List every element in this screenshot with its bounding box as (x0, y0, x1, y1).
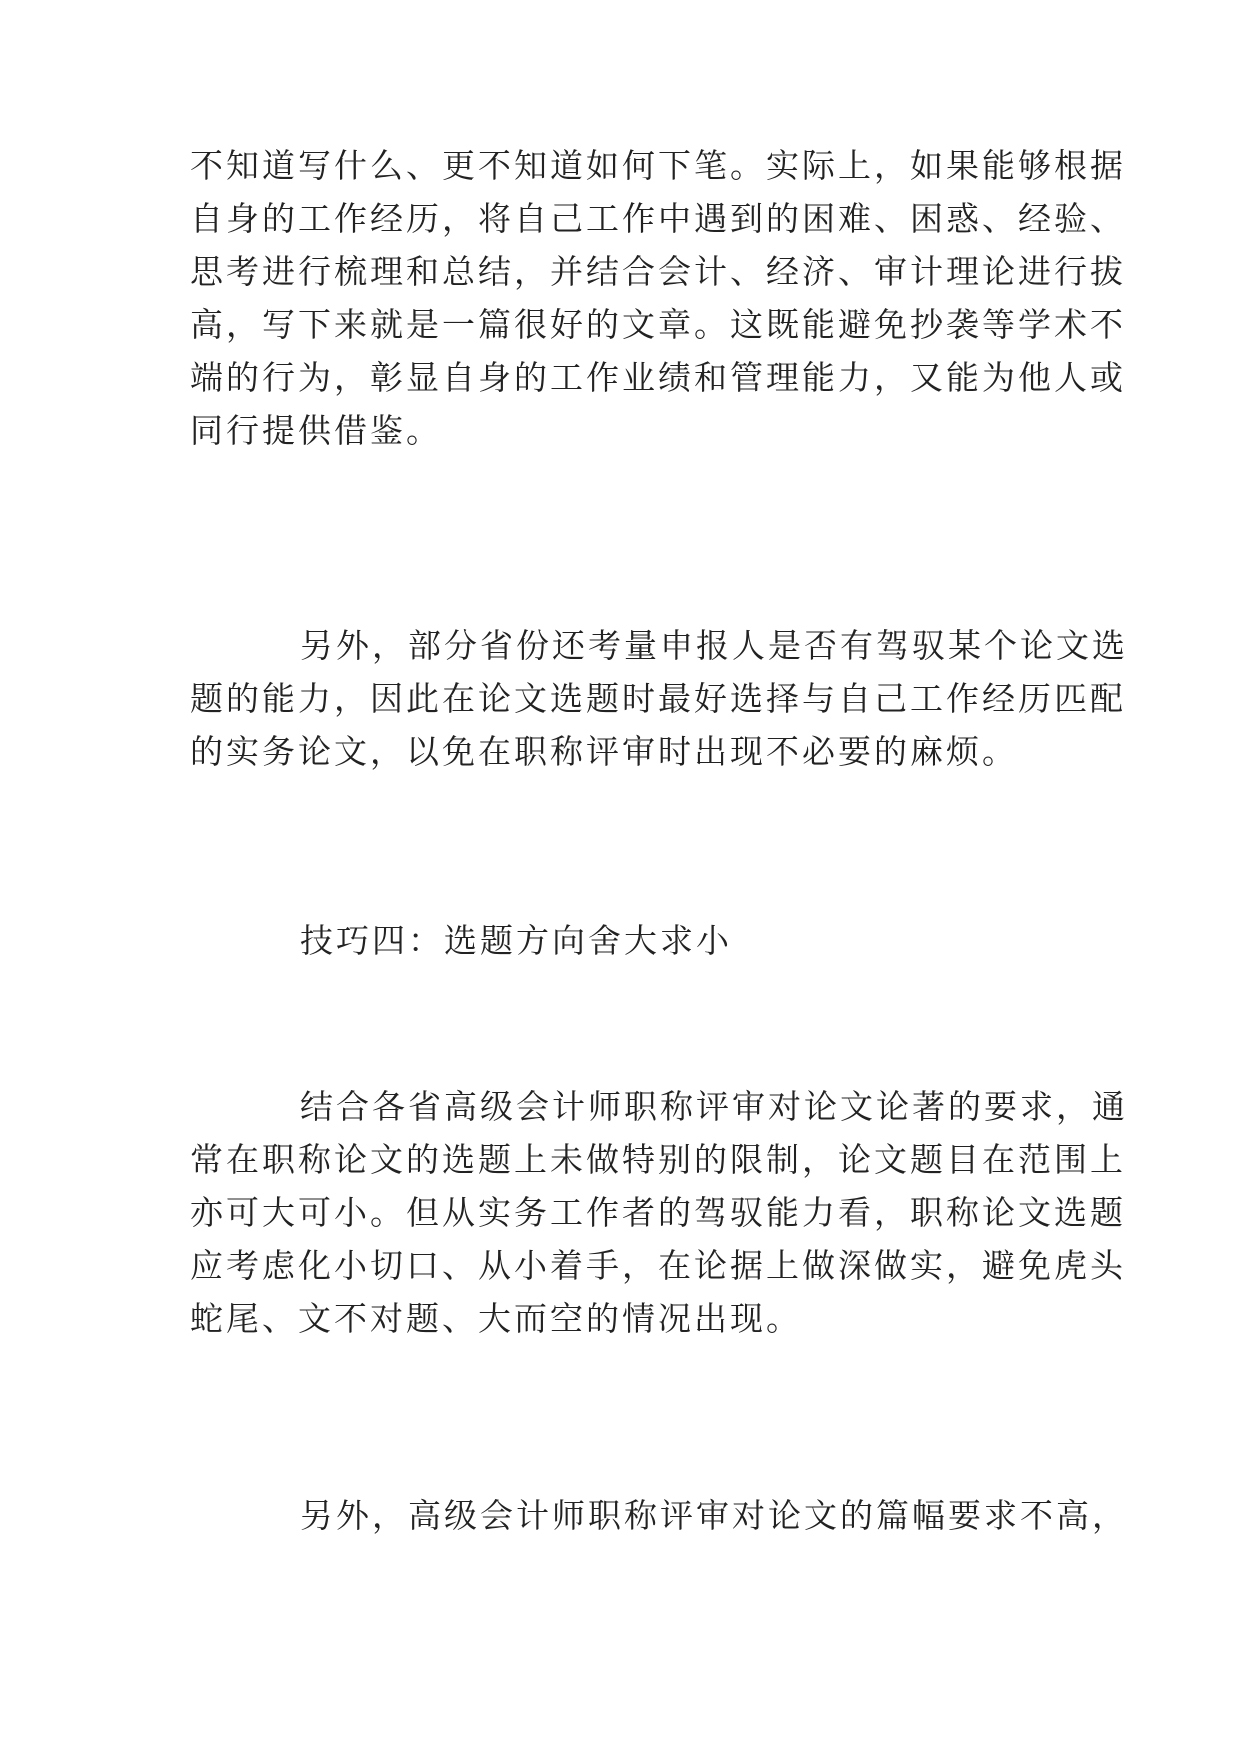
text-line: 不知道写什么、更不知道如何下笔。实际上，如果能够根据 (190, 146, 1126, 185)
text-line: 端的行为，彰显自身的工作业绩和管理能力，又能为他人或 (190, 358, 1126, 397)
text-line: 高，写下来就是一篇很好的文章。这既能避免抄袭等学术不 (190, 305, 1126, 344)
text-line: 常在职称论文的选题上未做特别的限制，论文题目在范围上 (190, 1140, 1126, 1179)
text-line: 蛇尾、文不对题、大而空的情况出现。 (190, 1299, 802, 1338)
text-line: 应考虑化小切口、从小着手，在论据上做深做实，避免虎头 (190, 1246, 1126, 1285)
heading-text: 技巧四：选题方向舍大求小 (300, 921, 732, 960)
text-line: 另外，部分省份还考量申报人是否有驾驭某个论文选 (300, 626, 1128, 665)
text-line: 的实务论文，以免在职称评审时出现不必要的麻烦。 (190, 732, 1018, 771)
text-line: 同行提供借鉴。 (190, 411, 442, 450)
text-line: 自身的工作经历，将自己工作中遇到的困难、困惑、经验、 (190, 199, 1126, 238)
text-line: 思考进行梳理和总结，并结合会计、经济、审计理论进行拔 (190, 252, 1126, 291)
text-line: 题的能力，因此在论文选题时最好选择与自己工作经历匹配 (190, 679, 1126, 718)
text-line: 亦可大可小。但从实务工作者的驾驭能力看，职称论文选题 (190, 1193, 1126, 1232)
text-line: 结合各省高级会计师职称评审对论文论著的要求，通 (300, 1087, 1128, 1126)
text-line: 另外，高级会计师职称评审对论文的篇幅要求不高， (300, 1496, 1128, 1535)
